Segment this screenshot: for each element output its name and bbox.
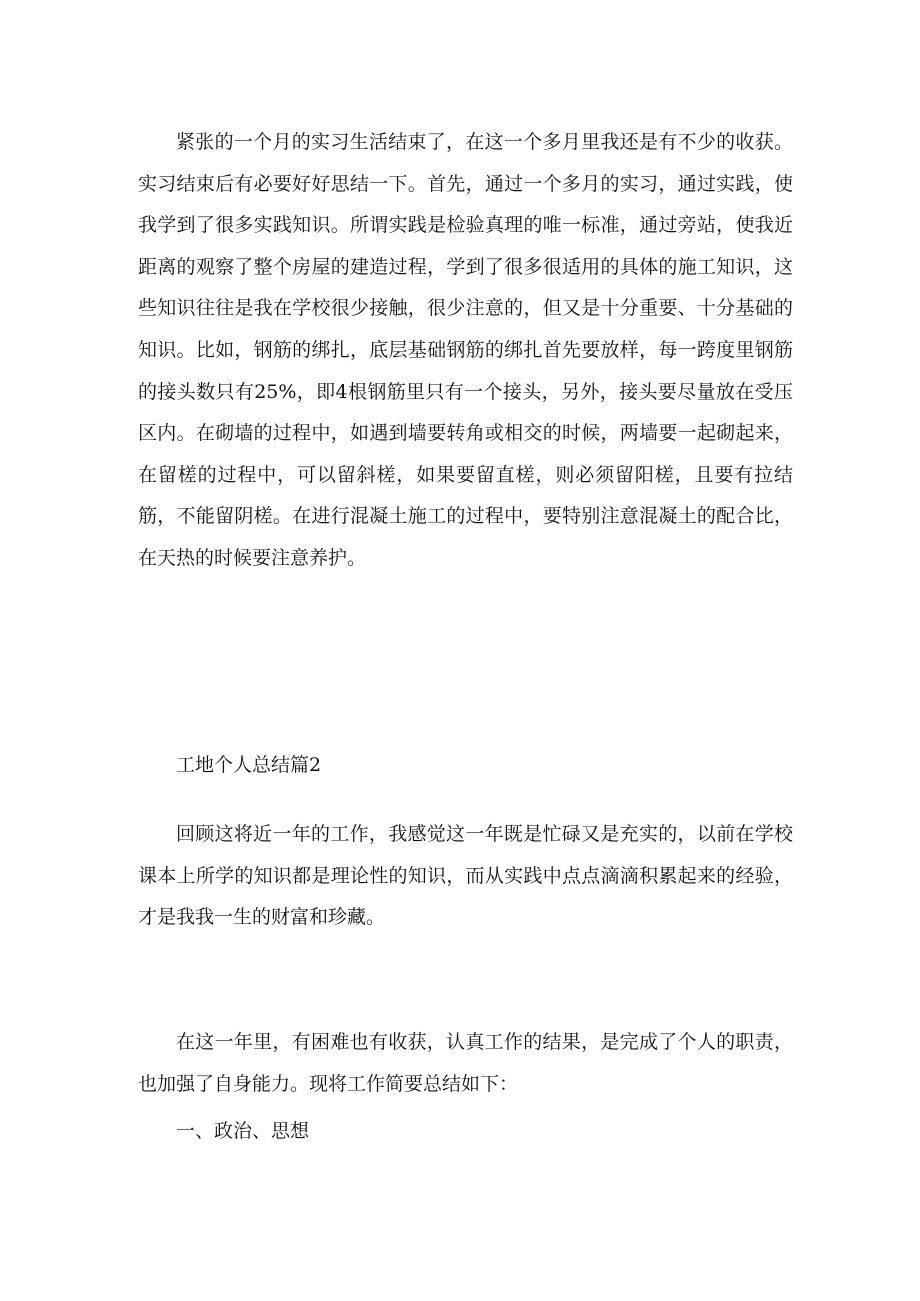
paragraph-internship-summary: 紧张的一个月的实习生活结束了，在这一个多月里我还是有不少的收获。实习结束后有必要好好思结一下。首先，通过一个多月的实习，通过实践，使我学到了很多实践知识。所谓实践是检验真理的唯一标准，通过旁站，使我近距离的观察了整个房屋的建造过程，学到了很多很适用的具体的施工知识，这些知识往往是我在学校很少接触，很少注意的，但又是十分重要、十分基础的知识。比如，钢筋的绑扎，底层基础钢筋的绑扎首先要放样，每一跨度里钢筋的接头数只有25%，即4根钢筋里只有一个接头，另外，接头要尽量放在受压区内。在砌墙的过程中，如遇到墙要转角或相交的时候，两墙要一起砌起来，在留槎的过程中，可以留斜槎，如果要留直槎，则必须留阳槎，且要有拉结筋，不能留阴槎。在进行混凝土施工的过程中，要特别注意混凝土的配合比，在天热的时候要注意养护。 <box>138 131 793 569</box>
section-heading: 工地个人总结篇2 <box>176 754 322 776</box>
subsection-heading: 一、政治、思想 <box>176 1120 310 1142</box>
paragraph-review: 回顾这将近一年的工作，我感觉这一年既是忙碌又是充实的，以前在学校课本上所学的知识都是理论性的知识，而从实践中点点滴滴积累起来的经验，才是我我一生的财富和珍藏。 <box>138 823 793 929</box>
paragraph-year-summary: 在这一年里，有困难也有收获，认真工作的结果，是完成了个人的职责，也加强了自身能力。现将工作简要总结如下： <box>138 1031 793 1095</box>
